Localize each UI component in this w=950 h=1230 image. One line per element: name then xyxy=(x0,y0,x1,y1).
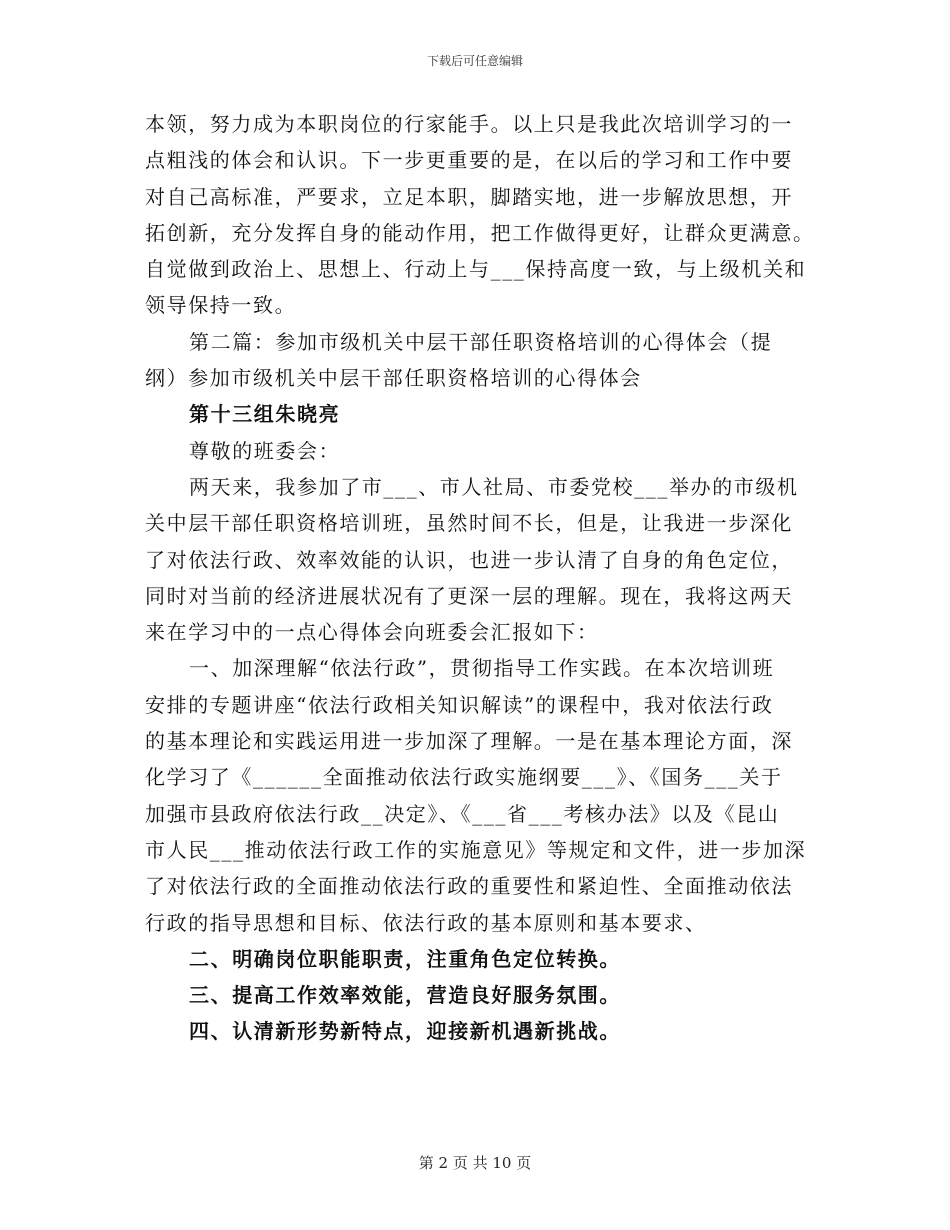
heading-line: 四、认清新形势新特点，迎接新机遇新挑战。 xyxy=(189,1019,621,1044)
page-header: 下载后可任意编辑 xyxy=(426,54,523,68)
section-title-line: 纲）参加市级机关中层干部任职资格培训的心得体会 xyxy=(145,366,642,391)
salutation-line: 尊敬的班委会： xyxy=(189,438,341,463)
body-line: 点粗浅的体会和认识。下一步更重要的是，在以后的学习和工作中要 xyxy=(145,148,793,173)
body-line: 同时对当前的经济进展状况有了更深一层的理解。现在，我将这两天 xyxy=(145,583,793,608)
body-line: 了对依法行政、效率效能的认识，也进一步认清了自身的角色定位， xyxy=(145,547,793,572)
body-line: 市人民___推动依法行政工作的实施意见》等规定和文件，进一步加深 xyxy=(145,837,807,862)
heading-line: 三、提高工作效率效能，营造良好服务氛围。 xyxy=(189,983,621,1008)
body-line: 领导保持一致。 xyxy=(145,293,297,318)
body-line: 两天来，我参加了市___、市人社局、市委党校___举办的市级机 xyxy=(189,474,799,499)
body-line: 安排的专题讲座“依法行政相关知识解读”的课程中，我对依法行政 xyxy=(145,692,774,717)
heading-line: 二、明确岗位职能职责，注重角色定位转换。 xyxy=(189,946,621,971)
body-line: 的基本理论和实践运用进一步加深了理解。一是在基本理论方面，深 xyxy=(145,729,793,754)
section-title-line: 第二篇：参加市级机关中层干部任职资格培训的心得体会（提 xyxy=(189,329,773,354)
author-line: 第十三组朱晓亮 xyxy=(189,402,341,427)
body-line: 一、加深理解“依法行政”，贯彻指导工作实践。在本次培训班 xyxy=(189,656,775,681)
page-footer: 第 2 页 共 10 页 xyxy=(418,1154,532,1172)
body-line: 关中层干部任职资格培训班，虽然时间不长，但是，让我进一步深化 xyxy=(145,511,793,536)
body-line: 了对依法行政的全面推动依法行政的重要性和紧迫性、全面推动依法 xyxy=(145,874,793,899)
body-line: 来在学习中的一点心得体会向班委会汇报如下： xyxy=(145,620,599,645)
body-line: 对自己高标准，严要求，立足本职，脚踏实地，进一步解放思想，开 xyxy=(145,184,793,209)
body-line: 加强市县政府依法行政__决定》、《___省___考核办法》以及《昆山 xyxy=(145,801,780,826)
body-line: 行政的指导思想和目标、依法行政的基本原则和基本要求、 xyxy=(145,910,707,935)
body-line: 化学习了《______全面推动依法行政实施纲要___》、《国务___关于 xyxy=(145,765,783,790)
document-body xyxy=(145,106,815,1050)
body-line: 本领，努力成为本职岗位的行家能手。以上只是我此次培训学习的一 xyxy=(145,112,793,136)
body-line: 拓创新，充分发挥自身的能动作用，把工作做得更好，让群众更满意。 xyxy=(145,220,815,245)
body-line: 自觉做到政治上、思想上、行动上与___保持高度一致，与上级机关和 xyxy=(145,257,807,282)
